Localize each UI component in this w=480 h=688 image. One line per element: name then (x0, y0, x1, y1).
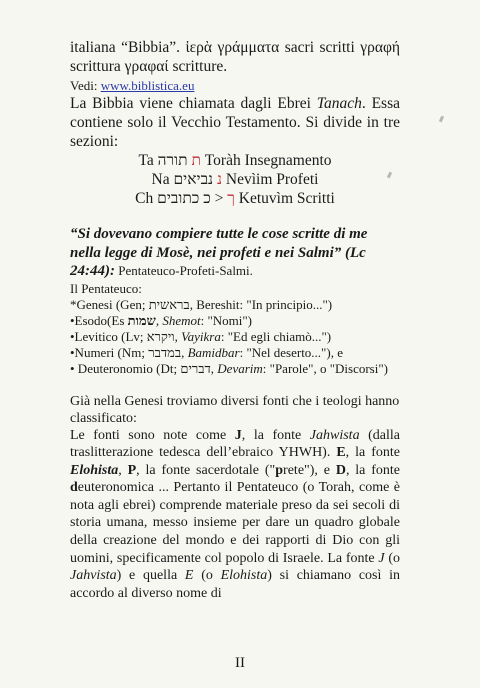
item-text: • Deuteronomio (Dt; (70, 360, 181, 376)
section-label: Toràh Insegnamento (204, 152, 332, 169)
fonti-text: (o (193, 568, 221, 584)
tanach-text-a: La Bibbia viene chiamata dagli Ebrei (70, 95, 317, 112)
section-label: < כ Ketuvìm Scritti (203, 190, 335, 207)
section-prefix: Ta (138, 152, 154, 169)
section-letter: ך (227, 190, 235, 207)
item-text: , Bereshit: "In principio...") (189, 296, 333, 312)
fonti-text: , la fonte sacerdotale (" (136, 462, 276, 478)
list-item (70, 345, 400, 361)
item-translit: Vayikra (181, 328, 221, 344)
item-text: •Levitico (Lv; (70, 328, 147, 344)
section-ketuvim (70, 189, 400, 208)
tanach-text-b: . Essa contiene solo il Vecchio Testamento. Si divide in tre sezioni: (70, 95, 400, 150)
page-content (70, 38, 400, 602)
fonte-jahvista: Jahvista (70, 568, 117, 584)
section-letter: נ (216, 171, 223, 188)
paper-speck (439, 116, 444, 123)
fonte-j: J (234, 427, 242, 443)
fonti-text: , la fonte (345, 462, 400, 478)
section-torah (70, 151, 400, 170)
section-prefix: Na (151, 171, 170, 188)
fonte-p-initial: p (275, 462, 284, 478)
item-text: : "Parole", o "Discorsi") (262, 360, 388, 376)
quote-tail: Pentateuco-Profeti-Salmi. (115, 263, 253, 278)
item-text: •Numeri (Nm; (70, 344, 149, 360)
fonte-d-initial: d (70, 480, 78, 496)
item-text: •Esodo(Es (70, 312, 128, 328)
list-item (70, 297, 400, 313)
fonte-elohista: Elohista (70, 462, 119, 478)
section-label: Nevìim Profeti (225, 171, 319, 188)
section-hebrew: תורה (157, 152, 188, 169)
item-text: , (181, 344, 188, 360)
fonti-text: ) si chiamano così in accordo al diverso nome di (70, 568, 400, 601)
section-prefix: Ch (135, 190, 154, 207)
tanach-word: Tanach (316, 95, 362, 112)
fonti-text: Le fonti sono note come (70, 427, 235, 443)
list-item (70, 361, 400, 377)
fonti-text: , (118, 462, 128, 478)
section-hebrew: נביאים (173, 171, 214, 188)
item-hebrew: במדבר (148, 344, 182, 360)
item-translit: Devarim (217, 360, 263, 376)
fonte-e: E (336, 445, 346, 461)
fonti-text: , la fonte (345, 445, 400, 461)
biblistica-link[interactable]: www.biblistica.eu (100, 78, 195, 93)
fonti-text: , la fonte (241, 427, 310, 443)
item-text: : "Ed egli chiamò...") (220, 328, 332, 344)
item-text: : "Nel deserto..."), e (239, 344, 343, 360)
pentateuco-list (70, 281, 400, 377)
fonti-text: euteronomica ... Pertanto il Pentateuco (o Torah, come è nota agli ebrei) comprende materiale preso da sei secoli di storia umana, messo insieme per dare un quadro globale della creazione del mondo e dei rapporti di Dio con gli uomini, specificamente col popolo di Israele. La fonte (70, 480, 400, 566)
fonte-elohista-italic: Elohista (220, 568, 268, 584)
fonti-paragraph (70, 427, 400, 603)
item-text: *Genesi (Gen; (70, 296, 149, 312)
fonte-j-italic: J (378, 550, 385, 566)
list-item (70, 313, 400, 329)
vedi-line (70, 78, 400, 94)
genesi-paragraph: Già nella Genesi troviamo diversi fonti che i teologi hanno classificato: (70, 393, 400, 426)
section-neviim (70, 170, 400, 189)
item-hebrew: בראשית (148, 296, 190, 312)
page-number: II (235, 655, 245, 671)
item-translit: Shemot (162, 312, 201, 328)
intro-line: italiana “Bibbia”. ἱερὰ γράμματα sacri scritti γραφή scrittura γραφαί scritture. (70, 39, 400, 75)
item-hebrew: ויקרא (146, 328, 175, 344)
fonte-e-italic: E (184, 568, 194, 584)
fonte-jahwista: Jahwista (309, 427, 360, 443)
section-hebrew: כתובים (157, 190, 200, 207)
fonti-text: ) e quella (116, 568, 185, 584)
item-hebrew: שמות (127, 312, 156, 328)
item-text: , (174, 328, 182, 344)
vedi-label: Vedi: (70, 78, 98, 93)
item-translit: Bamidbar (187, 344, 240, 360)
item-text: , (210, 360, 218, 376)
lc-quote (70, 225, 400, 281)
fonte-d: D (335, 462, 346, 478)
tanach-paragraph (70, 94, 400, 151)
item-hebrew: דברים (180, 360, 211, 376)
fonti-text: (o (384, 550, 400, 566)
quote-text: “Si dovevano compiere tutte le cose scritte di me nella legge di Mosè, nei profeti e nei Salmi” (Lc 24:44): (70, 226, 368, 279)
pentateuco-heading: Il Pentateuco: (70, 280, 142, 296)
list-item (70, 329, 400, 345)
item-text: : "Nomi") (200, 312, 253, 328)
fonti-text: (dalla traslitterazione tedesca dell’ebraico YHWH). (70, 427, 400, 461)
section-letter: ת (191, 152, 201, 169)
fonte-p: P (127, 462, 137, 478)
fonti-text: rete"), e (283, 462, 336, 478)
item-text: , (155, 312, 163, 328)
